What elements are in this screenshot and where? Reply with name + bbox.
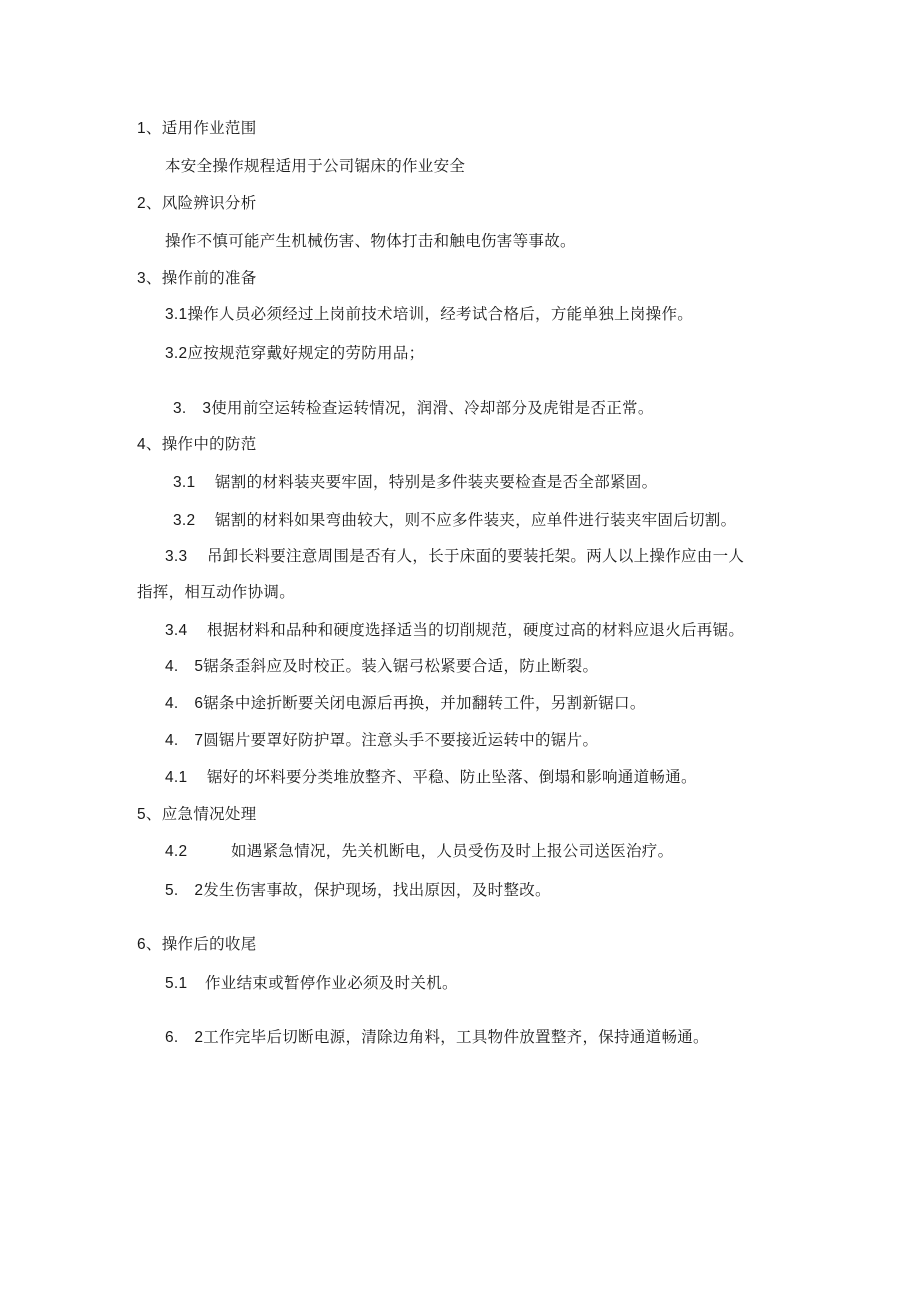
item-text: 吊卸长料要注意周围是否有人，长于床面的要装托架。两人以上操作应由一人 <box>207 547 745 565</box>
section-1-body: 本安全操作规程适用于公司锯床的作业安全 <box>165 157 466 175</box>
section-number: 6、 <box>137 936 162 953</box>
item-text: 根据材料和品种和硬度选择适当的切削规范，硬度过高的材料应退火后再锯。 <box>207 621 745 639</box>
section-title: 应急情况处理 <box>161 805 257 823</box>
section-title: 操作前的准备 <box>161 269 257 287</box>
section-title: 操作后的收尾 <box>161 935 257 953</box>
list-item <box>173 398 654 419</box>
item-number: 5. 2 <box>165 882 204 899</box>
list-item <box>165 841 673 862</box>
list-item <box>165 1027 709 1048</box>
item-text: 锯割的材料如果弯曲较大，则不应多件装夹，应单件进行装夹牢固后切割。 <box>215 511 737 529</box>
item-text: 应按规范穿戴好规定的劳防用品； <box>187 344 425 362</box>
item-number: 5.1 <box>165 975 188 992</box>
list-item-continuation: 指挥，相互动作协调。 <box>137 583 296 601</box>
item-number: 6. 2 <box>165 1029 204 1046</box>
item-number: 4. 7 <box>165 732 204 749</box>
item-text: 发生伤害事故，保护现场，找出原因，及时整改。 <box>203 881 551 899</box>
item-text: 作业结束或暂停作业必须及时关机。 <box>205 974 458 992</box>
list-item <box>173 472 657 493</box>
list-item <box>173 510 736 531</box>
section-5-heading <box>137 804 257 825</box>
section-number: 5、 <box>137 806 162 823</box>
list-item <box>165 730 598 751</box>
list-item <box>165 880 551 901</box>
section-3-heading <box>137 268 257 289</box>
list-item <box>165 343 424 364</box>
item-number: 3.3 <box>165 548 188 565</box>
section-4-heading <box>137 434 257 455</box>
item-number: 4.2 <box>165 843 188 860</box>
section-6-heading <box>137 934 257 955</box>
item-text: 锯割的材料装夹要牢固，特别是多件装夹要检查是否全部紧固。 <box>215 473 658 491</box>
section-number: 4、 <box>137 436 162 453</box>
item-text: 锯好的坏料要分类堆放整齐、平稳、防止坠落、倒塌和影响通道畅通。 <box>207 768 697 786</box>
section-title: 适用作业范围 <box>161 119 257 137</box>
section-number: 1、 <box>137 120 162 137</box>
section-title: 操作中的防范 <box>161 435 257 453</box>
item-number: 3. 3 <box>173 400 212 417</box>
item-text: 锯条歪斜应及时校正。装入锯弓松紧要合适，防止断裂。 <box>203 657 599 675</box>
item-number: 3.2 <box>173 512 196 529</box>
item-number: 4. 5 <box>165 658 204 675</box>
item-number: 3.1 <box>165 306 188 323</box>
item-number: 3.2 <box>165 345 188 362</box>
section-title: 风险辨识分析 <box>161 194 257 212</box>
list-item <box>165 304 693 325</box>
item-number: 4.1 <box>165 769 188 786</box>
item-number: 3.4 <box>165 622 188 639</box>
list-item <box>165 767 697 788</box>
item-text: 圆锯片要罩好防护罩。注意头手不要接近运转中的锯片。 <box>203 731 599 749</box>
item-number: 4. 6 <box>165 695 204 712</box>
item-text: 如遇紧急情况，先关机断电，人员受伤及时上报公司送医治疗。 <box>231 842 674 860</box>
item-text: 锯条中途折断要关闭电源后再换，并加翻转工件，另割新锯口。 <box>203 694 646 712</box>
list-item <box>165 656 598 677</box>
item-number: 3.1 <box>173 474 196 491</box>
section-2-body: 操作不慎可能产生机械伤害、物体打击和触电伤害等事故。 <box>165 232 576 250</box>
section-1-heading <box>137 118 257 139</box>
list-item <box>165 546 744 567</box>
list-item <box>165 620 744 641</box>
section-number: 2、 <box>137 195 162 212</box>
list-item <box>165 693 646 714</box>
section-number: 3、 <box>137 270 162 287</box>
item-text: 操作人员必须经过上岗前技术培训，经考试合格后，方能单独上岗操作。 <box>187 305 694 323</box>
item-text: 使用前空运转检查运转情况，润滑、冷却部分及虎钳是否正常。 <box>211 399 654 417</box>
list-item <box>165 973 458 994</box>
section-2-heading <box>137 193 257 214</box>
item-text: 工作完毕后切断电源，清除边角料，工具物件放置整齐，保持通道畅通。 <box>203 1028 709 1046</box>
